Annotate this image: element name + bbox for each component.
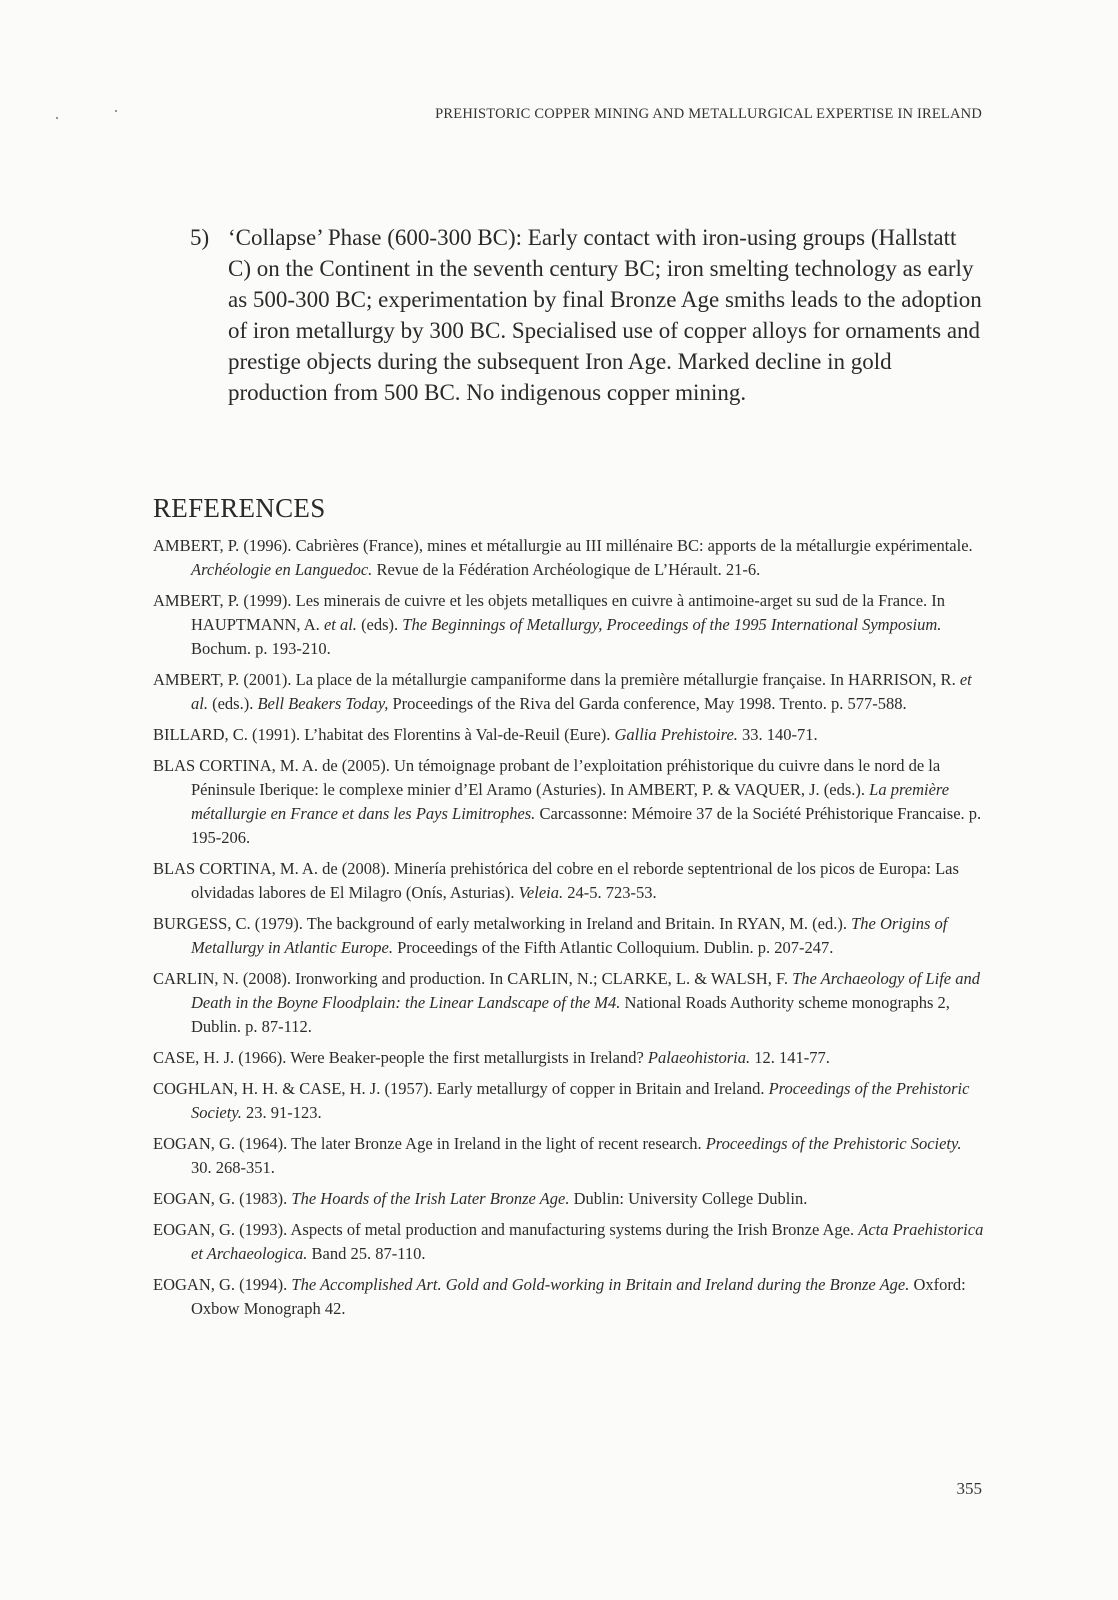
- reference-text: Band 25. 87-110.: [307, 1244, 426, 1263]
- reference-text: BLAS CORTINA, M. A. de (2008). Minería prehistórica del cobre en el reborde septentrional de los picos de Europa: Las olvidadas labores de El Milagro (Onís, Asturias).: [153, 859, 959, 902]
- reference-title: et al.: [323, 615, 357, 634]
- reference-entry: [153, 668, 985, 716]
- reference-entry: [153, 1046, 985, 1070]
- scan-speck: [56, 117, 58, 119]
- reference-text: Bochum. p. 193-210.: [191, 639, 331, 658]
- reference-title: La première métallurgie en France et dans les Pays Limitrophes.: [191, 780, 950, 823]
- reference-text: BLAS CORTINA, M. A. de (2005). Un témoignage probant de l’exploitation préhistorique du cuivre dans le nord de la Péninsule Iberique: le complexe minier d’El Aramo (Asturies). In AMBERT, P. & VAQUER, J. (eds.).: [153, 756, 941, 799]
- reference-text: 33. 140-71.: [737, 725, 818, 744]
- reference-text: Carcassonne: Mémoire 37 de la Société Préhistorique Francaise. p. 195-206.: [191, 804, 982, 847]
- reference-text: BILLARD, C. (1991). L’habitat des Florentins à Val-de-Reuil (Eure).: [153, 725, 615, 744]
- reference-text: Proceedings of the Fifth Atlantic Colloquium. Dublin. p. 207-247.: [392, 938, 834, 957]
- reference-text: (eds).: [356, 615, 403, 634]
- reference-title: Archéologie en Languedoc.: [191, 560, 373, 579]
- reference-title: The Accomplished Art. Gold and Gold-working in Britain and Ireland during the Bronze Age.: [291, 1275, 910, 1294]
- reference-text: 30. 268-351.: [191, 1158, 275, 1177]
- reference-title: The Archaeology of Life and Death in the Boyne Floodplain: the Linear Landscape of the M4.: [191, 969, 980, 1012]
- scan-speck: [115, 110, 117, 112]
- reference-text: EOGAN, G. (1983).: [153, 1189, 292, 1208]
- reference-entry: [153, 534, 985, 582]
- reference-text: (eds.).: [207, 694, 258, 713]
- reference-text: 24-5. 723-53.: [563, 883, 657, 902]
- reference-text: 12. 141-77.: [750, 1048, 830, 1067]
- reference-entry: [153, 1187, 985, 1211]
- reference-entry: [153, 1132, 985, 1180]
- reference-text: COGHLAN, H. H. & CASE, H. J. (1957). Early metallurgy of copper in Britain and Ireland.: [153, 1079, 769, 1098]
- reference-title: et al.: [191, 670, 972, 713]
- reference-text: Dublin: University College Dublin.: [569, 1189, 808, 1208]
- reference-title: Acta Praehistorica et Archaeologica.: [191, 1220, 984, 1263]
- reference-title: The Hoards of the Irish Later Bronze Age.: [291, 1189, 570, 1208]
- reference-text: Oxford: Oxbow Monograph 42.: [191, 1275, 966, 1318]
- reference-entry: [153, 912, 985, 960]
- reference-title: The Beginnings of Metallurgy, Proceedings of the 1995 International Symposium.: [402, 615, 942, 634]
- phase-5-number: 5): [190, 225, 210, 250]
- reference-text: EOGAN, G. (1964). The later Bronze Age in Ireland in the light of recent research.: [153, 1134, 706, 1153]
- reference-text: BURGESS, C. (1979). The background of early metalworking in Ireland and Britain. In RYAN, M. (ed.).: [153, 914, 852, 933]
- reference-text: AMBERT, P. (2001). La place de la métallurgie campaniforme dans la première métallurgie française. In HARRISON, R.: [153, 670, 960, 689]
- reference-entry: [153, 1077, 985, 1125]
- phase-5-text: ‘Collapse’ Phase (600-300 BC): Early contact with iron-using groups (Hallstatt C) on the Continent in the seventh century BC; iron smelting technology as early as 500-300 BC; experimentation by final Bronze Age smiths leads to the adoption of iron metallurgy by 300 BC. Specialised use of copper alloys for ornaments and prestige objects during the subsequent Iron Age. Marked decline in gold production from 500 BC. No indigenous copper mining.: [228, 225, 982, 405]
- reference-text: National Roads Authority scheme monographs 2, Dublin. p. 87-112.: [191, 993, 950, 1036]
- reference-text: AMBERT, P. (1999). Les minerais de cuivre et les objets metalliques en cuivre à antimoine-arget su sud de la France. In HAUPTMANN, A.: [153, 591, 946, 634]
- reference-title: Proceedings of the Prehistoric Society.: [191, 1079, 970, 1122]
- reference-list: [153, 534, 985, 1328]
- references-heading: REFERENCES: [153, 493, 326, 523]
- reference-entry: [153, 1273, 985, 1321]
- reference-title: Bell Beakers Today,: [257, 694, 389, 713]
- reference-text: 23. 91-123.: [241, 1103, 322, 1122]
- reference-text: Revue de la Fédération Archéologique de L’Hérault. 21-6.: [372, 560, 761, 579]
- running-head: PREHISTORIC COPPER MINING AND METALLURGICAL EXPERTISE IN IRELAND: [435, 106, 982, 122]
- reference-text: CARLIN, N. (2008). Ironworking and production. In CARLIN, N.; CLARKE, L. & WALSH, F.: [153, 969, 793, 988]
- reference-entry: [153, 754, 985, 850]
- reference-title: Palaeohistoria.: [647, 1048, 751, 1067]
- reference-title: Proceedings of the Prehistoric Society.: [705, 1134, 962, 1153]
- reference-entry: [153, 967, 985, 1039]
- reference-title: Veleia.: [518, 883, 564, 902]
- reference-text: AMBERT, P. (1996). Cabrières (France), mines et métallurgie au III millénaire BC: apports de la métallurgie expérimentale.: [153, 536, 973, 555]
- reference-title: The Origins of Metallurgy in Atlantic Europe.: [191, 914, 948, 957]
- reference-title: Gallia Prehistoire.: [614, 725, 738, 744]
- phase-5-paragraph: [190, 222, 985, 408]
- reference-entry: [153, 589, 985, 661]
- reference-entry: [153, 857, 985, 905]
- reference-entry: [153, 723, 985, 747]
- reference-text: CASE, H. J. (1966). Were Beaker-people the first metallurgists in Ireland?: [153, 1048, 648, 1067]
- reference-text: EOGAN, G. (1993). Aspects of metal production and manufacturing systems during the Irish Bronze Age.: [153, 1220, 859, 1239]
- page-number: 355: [956, 1479, 982, 1498]
- reference-text: Proceedings of the Riva del Garda conference, May 1998. Trento. p. 577-588.: [388, 694, 907, 713]
- reference-text: EOGAN, G. (1994).: [153, 1275, 292, 1294]
- reference-entry: [153, 1218, 985, 1266]
